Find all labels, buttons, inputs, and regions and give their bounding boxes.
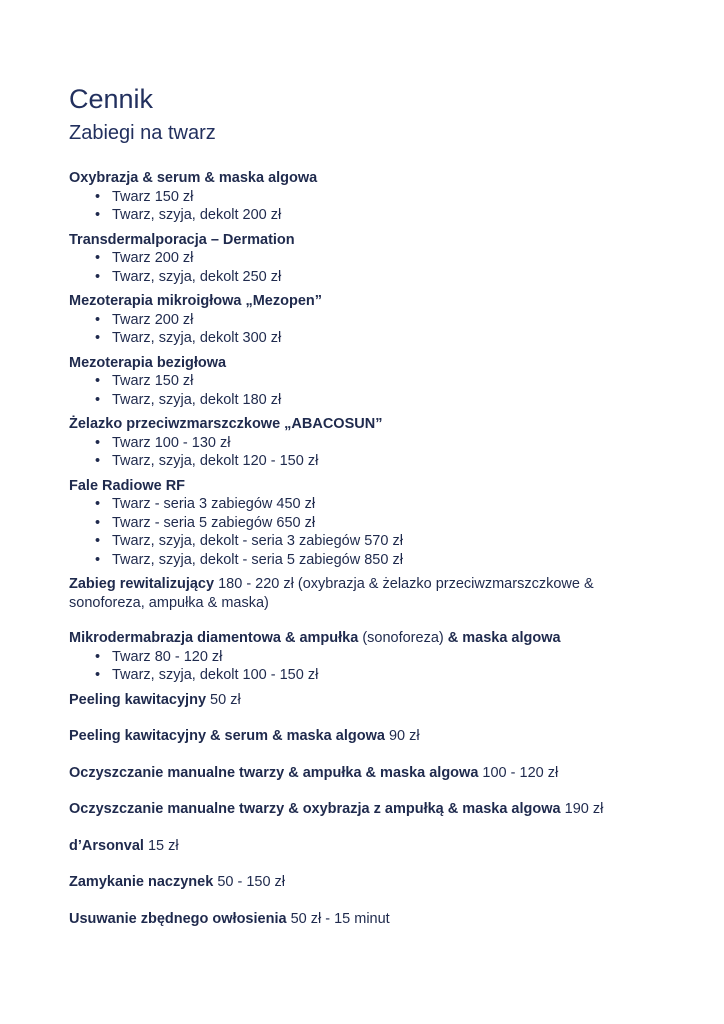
treatment-peeling-serum bbox=[69, 727, 669, 746]
treatment-oczyszczanie bbox=[69, 764, 669, 783]
treatment-peeling bbox=[69, 691, 669, 710]
treatment-fale-radiowe bbox=[69, 477, 669, 570]
price-option: • Twarz, szyja, dekolt 200 zł bbox=[95, 206, 669, 225]
treatment-zelazko bbox=[69, 415, 669, 471]
treatment-price: 50 zł bbox=[210, 691, 241, 708]
treatment-oxybrazja bbox=[69, 169, 669, 225]
treatment-darsonval bbox=[69, 837, 669, 856]
treatment-detail: 180 - 220 zł (oxybrazja & żelazko przeciwzmarszczkowe & sonoforeza, ampułka & maska) bbox=[69, 576, 594, 611]
price-option: • Twarz, szyja, dekolt - seria 5 zabiegów 850 zł bbox=[95, 551, 669, 570]
price-option: • Twarz 150 zł bbox=[95, 188, 669, 207]
price-option: • Twarz 150 zł bbox=[95, 372, 669, 391]
treatment-price: 100 - 120 zł bbox=[482, 764, 559, 781]
page-title: Cennik bbox=[69, 84, 154, 114]
price-option: • Twarz, szyja, dekolt 120 - 150 zł bbox=[95, 452, 669, 471]
treatment-name: Żelazko przeciwzmarszczkowe „ABACOSUN” bbox=[69, 416, 383, 432]
price-option: • Twarz 100 - 130 zł bbox=[95, 434, 669, 453]
treatment-note: (sonoforeza) bbox=[362, 630, 444, 646]
treatment-name: Oxybrazja & serum & maska algowa bbox=[69, 170, 318, 186]
treatment-mikrodermabrazja bbox=[69, 629, 669, 685]
treatment-name: Zabieg rewitalizujący bbox=[69, 576, 215, 592]
treatment-name: Mikrodermabrazja diamentowa & ampułka bbox=[69, 630, 359, 646]
price-option: • Twarz 200 zł bbox=[95, 311, 669, 330]
treatment-price: 15 zł bbox=[147, 837, 179, 854]
treatment-name: Fale Radiowe RF bbox=[69, 477, 186, 494]
treatment-mezoterapia-beziglowa bbox=[69, 354, 669, 410]
treatment-name-cont: & maska algowa bbox=[447, 630, 561, 646]
price-option: • Twarz 80 - 120 zł bbox=[95, 648, 669, 667]
treatment-name: Peeling kawitacyjny bbox=[69, 691, 207, 708]
treatment-transdermalporacja bbox=[69, 231, 669, 287]
price-option: • Twarz, szyja, dekolt - seria 3 zabiegów 570 zł bbox=[95, 532, 669, 551]
treatment-name: Oczyszczanie manualne twarzy & ampułka & maska algowa bbox=[69, 764, 479, 781]
treatment-name: d’Arsonval bbox=[69, 837, 144, 854]
treatment-oczyszczanie-oxybrazja bbox=[69, 800, 669, 819]
treatment-name: Mezoterapia bezigłowa bbox=[69, 354, 227, 371]
treatment-mezoterapia-mikroiglowa bbox=[69, 292, 669, 348]
treatment-price: 190 zł bbox=[564, 801, 604, 817]
treatment-rewitalizujacy bbox=[69, 575, 669, 612]
treatment-name: Mezoterapia mikroigłowa „Mezopen” bbox=[69, 293, 322, 309]
price-option: • Twarz, szyja, dekolt 250 zł bbox=[95, 268, 669, 287]
price-option: • Twarz - seria 3 zabiegów 450 zł bbox=[95, 495, 669, 514]
treatment-name: Usuwanie zbędnego owłosienia bbox=[69, 910, 287, 927]
price-option: • Twarz 200 zł bbox=[95, 249, 669, 268]
treatment-name: Transdermalporacja – Dermation bbox=[69, 231, 295, 248]
treatment-usuwanie-owlosienia bbox=[69, 910, 669, 929]
price-option: • Twarz, szyja, dekolt 100 - 150 zł bbox=[95, 666, 669, 685]
treatment-list bbox=[69, 169, 669, 946]
price-option: • Twarz - seria 5 zabiegów 650 zł bbox=[95, 514, 669, 533]
treatment-name: Zamykanie naczynek bbox=[69, 874, 214, 890]
treatment-name: Oczyszczanie manualne twarzy & oxybrazja z ampułką & maska algowa bbox=[69, 801, 561, 817]
price-option: • Twarz, szyja, dekolt 180 zł bbox=[95, 391, 669, 410]
treatment-price: 90 zł bbox=[388, 728, 420, 744]
treatment-zamykanie-naczynek bbox=[69, 873, 669, 892]
page-subtitle: Zabiegi na twarz bbox=[69, 122, 216, 144]
price-option: • Twarz, szyja, dekolt 300 zł bbox=[95, 329, 669, 348]
treatment-price: 50 zł - 15 minut bbox=[290, 910, 390, 927]
treatment-price: 50 - 150 zł bbox=[217, 874, 286, 890]
treatment-name: Peeling kawitacyjny & serum & maska algowa bbox=[69, 728, 385, 744]
